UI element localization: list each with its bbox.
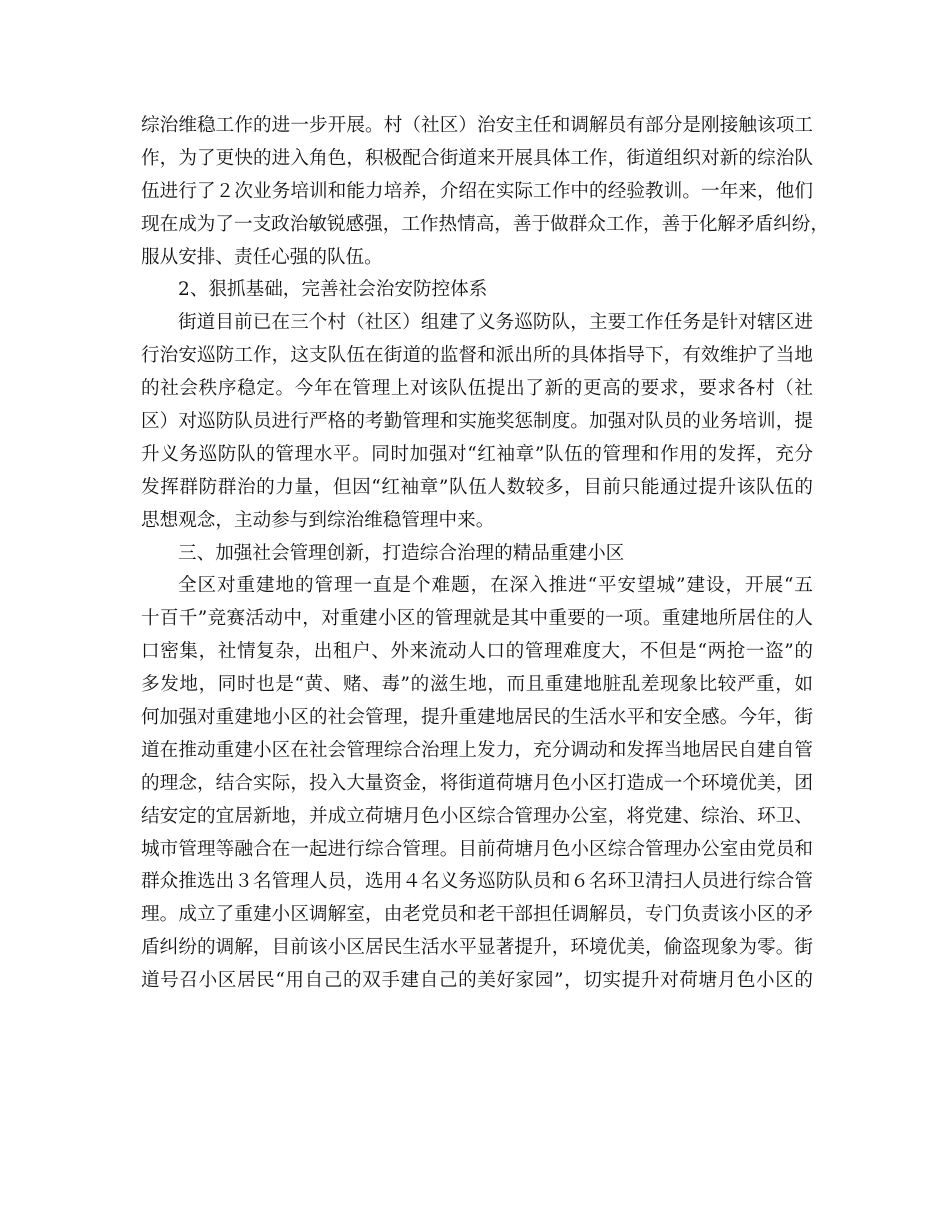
paragraph-line: 何加强对重建地小区的社会管理，提升重建地居民的生活水平和安全感。今年，街 [141,707,813,729]
paragraph-line: 多发地，同时也是“黄、赌、毒”的滋生地，而且重建地脏乱差现象比较严重，如 [141,674,813,696]
section-heading: 三、加强社会管理创新，打造综合治理的精品重建小区 [178,542,625,564]
paragraph-line: 综治维稳工作的进一步开展。村（社区）治安主任和调解员有部分是刚接触该项工 [141,115,813,136]
paragraph-line: 现在成为了一支政治敏锐感强，工作热情高，善于做群众工作，善于化解矛盾纠纷， [141,213,829,235]
paragraph-line: 街道目前已在三个村（社区）组建了义务巡防队，主要工作任务是针对辖区进 [178,312,813,334]
paragraph-line: 群众推选出３名管理人员，选用４名义务巡防队员和６名环卫清扫人员进行综合管 [141,871,813,893]
paragraph-line: 结安定的宜居新地，并成立荷塘月色小区综合管理办公室，将党建、综治、环卫、 [141,805,813,827]
paragraph-line: 十百千”竞赛活动中，对重建小区的管理就是其中重要的一项。重建地所居住的人 [141,608,813,630]
paragraph-line: 行治安巡防工作，这支队伍在街道的监督和派出所的具体指导下，有效维护了当地 [141,345,813,367]
paragraph-line: 发挥群防群治的力量，但因“红袖章”队伍人数较多，目前只能通过提升该队伍的 [141,476,813,498]
paragraph-line: 升义务巡防队的管理水平。同时加强对“红袖章”队伍的管理和作用的发挥，充分 [141,443,813,465]
paragraph-line: 道号召小区居民“用自己的双手建自己的美好家园”，切实提升对荷塘月色小区的 [141,970,813,992]
paragraph-line: 的社会秩序稳定。今年在管理上对该队伍提出了新的更高的要求，要求各村（社 [141,378,813,400]
paragraph-line: 道在推动重建小区在社会管理综合治理上发力，充分调动和发挥当地居民自建自管 [141,739,813,761]
paragraph-line: 理。成立了重建小区调解室，由老党员和老干部担任调解员，专门负责该小区的矛 [141,904,813,926]
paragraph-line: 全区对重建地的管理一直是个难题，在深入推进“平安望城”建设，开展“五 [178,575,813,597]
section-heading: 2、狠抓基础，完善社会治安防控体系 [178,279,488,301]
paragraph-line: 服从安排、责任心强的队伍。 [141,246,383,268]
paragraph-line: 口密集，社情复杂，出租户、外来流动人口的管理难度大，不但是“两抢一盗”的 [141,641,813,663]
paragraph-line: 伍进行了２次业务培训和能力培养，介绍在实际工作中的经验教训。一年来，他们 [141,180,813,202]
paragraph-line: 盾纠纷的调解，目前该小区居民生活水平显著提升，环境优美，偷盗现象为零。街 [141,937,813,959]
paragraph-line: 区）对巡防队员进行严格的考勤管理和实施奖惩制度。加强对队员的业务培训，提 [141,411,813,433]
paragraph-line: 的理念，结合实际，投入大量资金，将街道荷塘月色小区打造成一个环境优美，团 [141,772,813,794]
document-body [141,110,829,998]
paragraph-line: 城市管理等融合在一起进行综合管理。目前荷塘月色小区综合管理办公室由党员和 [141,838,813,860]
paragraph-line: 思想观念，主动参与到综治维稳管理中来。 [141,509,495,531]
paragraph-line: 作，为了更快的进入角色，积极配合街道来开展具体工作，街道组织对新的综治队 [141,147,813,169]
